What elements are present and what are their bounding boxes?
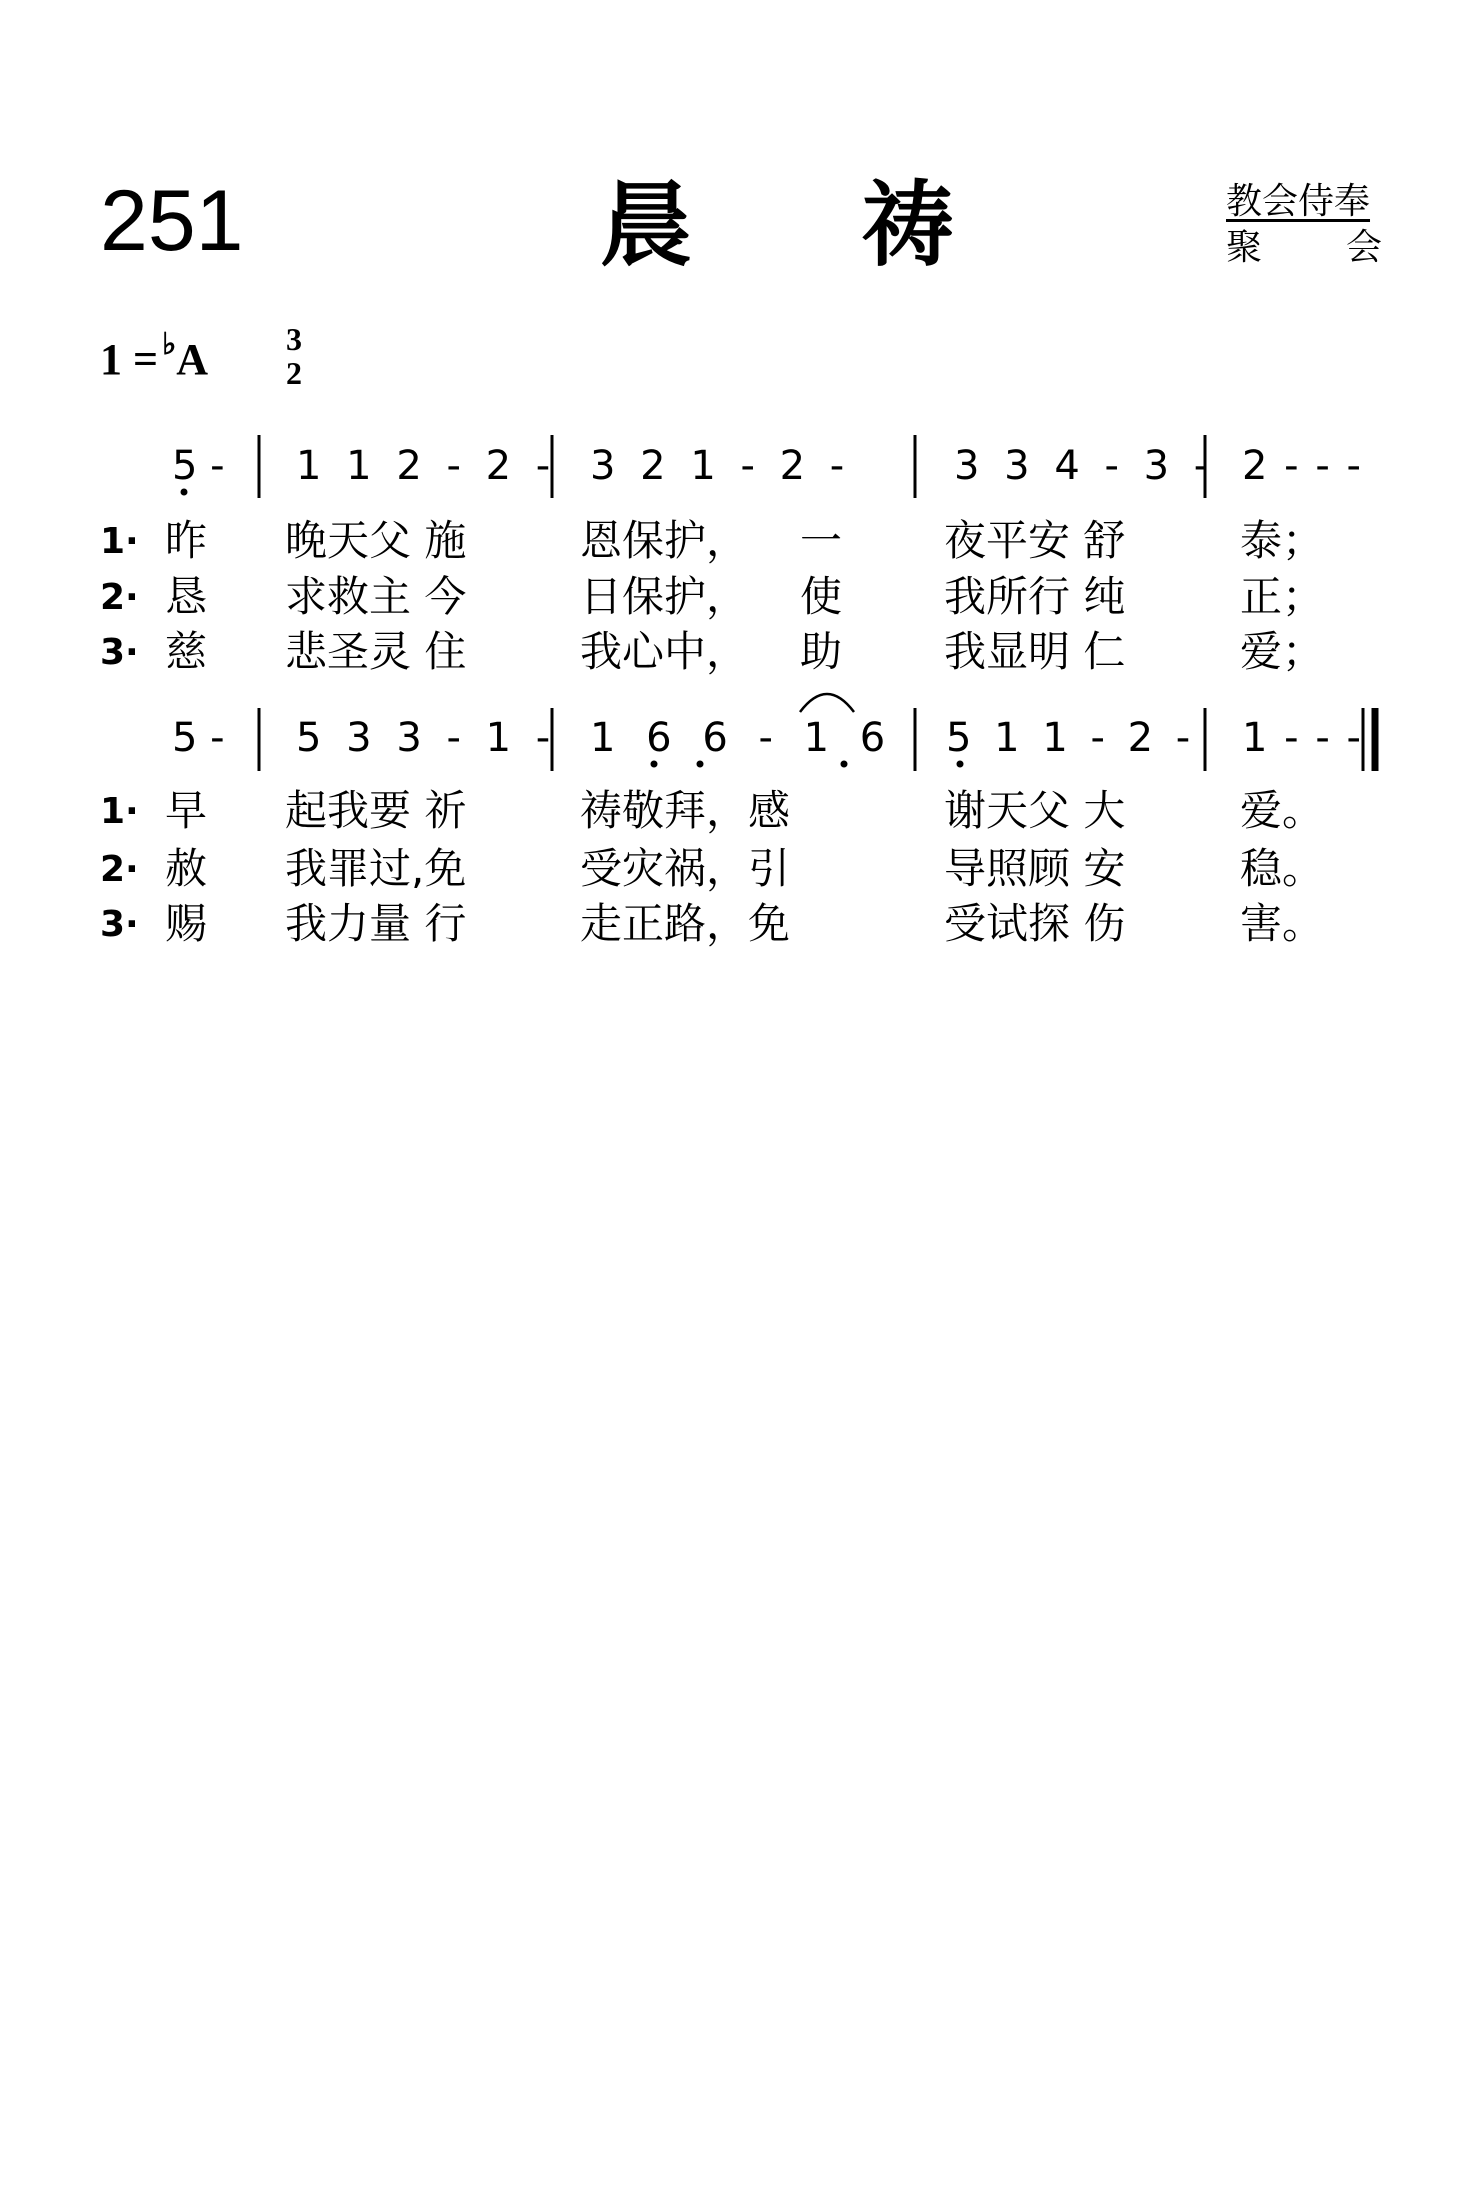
verse-number: 3· (100, 632, 139, 673)
lyric: 谢天父 大 (944, 786, 1126, 835)
category-label-primary: 教会侍奉 (1226, 181, 1371, 222)
measure: 5 1 1 - 2 - (946, 715, 1196, 761)
lyric: 我力量 行 (285, 899, 467, 948)
verse-number: 2· (100, 849, 139, 890)
hymn-number: 251 (100, 173, 244, 269)
measure-pickup: 5 - (172, 443, 225, 489)
measure: 3 2 1 - 2 - (590, 443, 851, 489)
time-sig-denominator: 2 (286, 355, 302, 391)
lyric: 赦 (165, 844, 208, 893)
lyric: 走正路，免 (580, 899, 791, 948)
measure: 5 3 3 - 1 - (296, 715, 557, 761)
time-sig-numerator: 3 (286, 321, 302, 357)
title-char-1: 晨 (600, 172, 693, 279)
lyric: 我心中， (580, 627, 749, 676)
lyric: 日保护， (580, 572, 749, 621)
lyric: 我罪过,免 (285, 844, 467, 893)
lyric: 祷敬拜，感 (580, 786, 791, 835)
measure: 3 3 4 - 3 - (954, 443, 1215, 489)
lyric: 一 (800, 516, 843, 565)
verse-number: 1· (100, 791, 139, 832)
verse-number: 1· (100, 521, 139, 562)
lyric: 赐 (165, 899, 208, 948)
tie-arc (800, 694, 854, 712)
lower-octave-dot (957, 761, 964, 768)
lower-octave-dot (697, 761, 704, 768)
measure: 1 6 6 - 1 6 (590, 715, 895, 761)
lyric: 使 (800, 572, 843, 621)
verse-number: 3· (100, 904, 139, 945)
lyric: 昨 (165, 516, 208, 565)
lyric: 稳。 (1240, 844, 1325, 893)
lyric: 泰； (1240, 516, 1325, 565)
lower-octave-dot (651, 761, 658, 768)
lyric: 受灾祸，引 (580, 844, 791, 893)
lyric: 害。 (1240, 899, 1325, 948)
lyric: 慈 (165, 627, 208, 676)
category-char: 会 (1345, 227, 1382, 268)
measure-pickup: 5 - (172, 715, 225, 761)
lyric: 悲圣灵 住 (285, 627, 467, 676)
lower-octave-dot (181, 489, 188, 496)
measure: 1 1 2 - 2 - (296, 443, 557, 489)
title-char-2: 祷 (862, 172, 955, 279)
lyric: 恳 (165, 572, 208, 621)
lyric: 受试探 伤 (944, 899, 1126, 948)
measure: 2 - - - (1242, 443, 1363, 489)
lower-octave-dot (841, 761, 848, 768)
lyric: 导照顾 安 (944, 844, 1126, 893)
lyric: 我显明 仁 (944, 627, 1126, 676)
lyric: 助 (800, 627, 843, 676)
lyric: 起我要 祈 (285, 786, 467, 835)
flat-sign: ♭ (162, 328, 177, 361)
key-note: A (176, 335, 209, 384)
lyric: 求救主 今 (285, 572, 467, 621)
lyric: 夜平安 舒 (944, 516, 1126, 565)
measure: 1 - - - (1242, 715, 1363, 761)
key-prefix: 1 = (100, 335, 159, 384)
lyric: 正； (1240, 572, 1325, 621)
category-char: 聚 (1226, 227, 1263, 268)
lyric: 爱； (1240, 627, 1325, 676)
lyric: 恩保护， (580, 516, 749, 565)
lyric: 早 (165, 786, 208, 835)
lyric: 爱。 (1240, 786, 1325, 835)
lyric: 晚天父 施 (285, 516, 467, 565)
verse-number: 2· (100, 577, 139, 618)
lyric: 我所行 纯 (944, 572, 1126, 621)
